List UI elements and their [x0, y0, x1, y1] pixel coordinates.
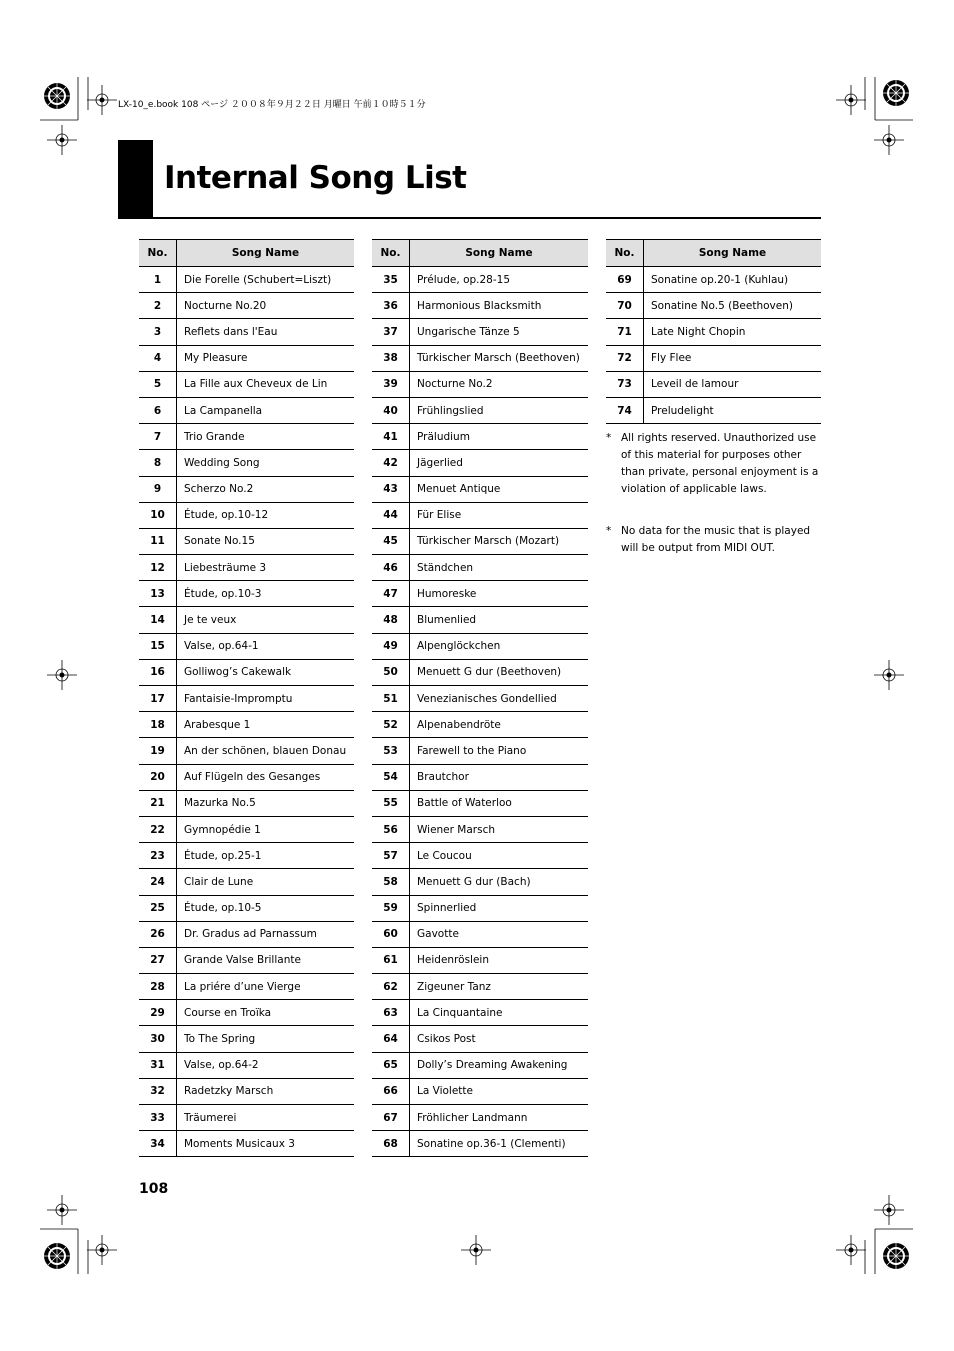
song-number: 74: [606, 397, 644, 423]
song-name: Fly Flee: [644, 345, 822, 371]
song-name: Scherzo No.2: [177, 476, 355, 502]
song-name: Radetzky Marsch: [177, 1078, 355, 1104]
song-number: 43: [372, 476, 410, 502]
song-number: 13: [139, 581, 177, 607]
song-number: 61: [372, 947, 410, 973]
song-name: Brautchor: [410, 764, 589, 790]
song-number: 19: [139, 738, 177, 764]
song-name: Csikos Post: [410, 1026, 589, 1052]
song-number: 64: [372, 1026, 410, 1052]
song-number: 7: [139, 424, 177, 450]
song-name: Alpenabendröte: [410, 712, 589, 738]
song-name: To The Spring: [177, 1026, 355, 1052]
song-name: Venezianisches Gondellied: [410, 686, 589, 712]
note-text: All rights reserved. Unauthorized use of this material for purposes other than private, personal enjoyment is a violation of applicable laws.: [621, 432, 819, 495]
song-name: Je te veux: [177, 607, 355, 633]
song-name: Étude, op.10-3: [177, 581, 355, 607]
song-number: 63: [372, 1000, 410, 1026]
song-number: 2: [139, 293, 177, 319]
note-marker: *: [606, 432, 612, 444]
song-number: 5: [139, 371, 177, 397]
song-name: My Pleasure: [177, 345, 355, 371]
song-name: Für Elise: [410, 502, 589, 528]
song-name: Clair de Lune: [177, 869, 355, 895]
song-number: 35: [372, 267, 410, 293]
song-number: 18: [139, 712, 177, 738]
song-name: Menuet Antique: [410, 476, 589, 502]
song-number: 55: [372, 790, 410, 816]
song-name: Sonatine op.20-1 (Kuhlau): [644, 267, 822, 293]
song-name: Course en Troïka: [177, 1000, 355, 1026]
song-name: Harmonious Blacksmith: [410, 293, 589, 319]
song-number: 24: [139, 869, 177, 895]
song-name: La priére d’une Vierge: [177, 974, 355, 1000]
song-number: 22: [139, 816, 177, 842]
column-header-song-name: Song Name: [177, 240, 355, 267]
song-name: Blumenlied: [410, 607, 589, 633]
column-header-no: No.: [606, 240, 644, 267]
song-name: Nocturne No.20: [177, 293, 355, 319]
song-number: 53: [372, 738, 410, 764]
song-number: 37: [372, 319, 410, 345]
song-name: Sonatine No.5 (Beethoven): [644, 293, 822, 319]
song-name: Wedding Song: [177, 450, 355, 476]
song-number: 60: [372, 921, 410, 947]
song-name: Gavotte: [410, 921, 589, 947]
song-name: Reflets dans l'Eau: [177, 319, 355, 345]
song-number: 28: [139, 974, 177, 1000]
song-number: 29: [139, 1000, 177, 1026]
song-name: Gymnopédie 1: [177, 816, 355, 842]
song-number: 33: [139, 1105, 177, 1131]
song-name: Golliwog’s Cakewalk: [177, 659, 355, 685]
song-name: Jägerlied: [410, 450, 589, 476]
song-number: 15: [139, 633, 177, 659]
song-name: Türkischer Marsch (Mozart): [410, 528, 589, 554]
song-number: 12: [139, 555, 177, 581]
song-name: Le Coucou: [410, 843, 589, 869]
song-name: Preludelight: [644, 397, 822, 423]
song-name: Sonatine op.36-1 (Clementi): [410, 1131, 589, 1157]
song-number: 38: [372, 345, 410, 371]
song-name: La Violette: [410, 1078, 589, 1104]
song-number: 50: [372, 659, 410, 685]
song-name: Mazurka No.5: [177, 790, 355, 816]
column-header-no: No.: [372, 240, 410, 267]
song-number: 58: [372, 869, 410, 895]
song-name: Alpenglöckchen: [410, 633, 589, 659]
song-name: Étude, op.25-1: [177, 843, 355, 869]
song-name: Heidenröslein: [410, 947, 589, 973]
song-name: Battle of Waterloo: [410, 790, 589, 816]
song-name: Trio Grande: [177, 424, 355, 450]
song-number: 67: [372, 1105, 410, 1131]
song-number: 51: [372, 686, 410, 712]
song-name: Late Night Chopin: [644, 319, 822, 345]
song-number: 26: [139, 921, 177, 947]
song-name: Arabesque 1: [177, 712, 355, 738]
song-number: 25: [139, 895, 177, 921]
song-name: Liebesträume 3: [177, 555, 355, 581]
song-number: 72: [606, 345, 644, 371]
song-number: 23: [139, 843, 177, 869]
song-number: 70: [606, 293, 644, 319]
page-number: 108: [139, 1181, 169, 1197]
song-name: Dolly’s Dreaming Awakening: [410, 1052, 589, 1078]
song-number: 66: [372, 1078, 410, 1104]
song-number: 20: [139, 764, 177, 790]
song-name: Träumerei: [177, 1105, 355, 1131]
song-name: La Fille aux Cheveux de Lin: [177, 371, 355, 397]
song-number: 11: [139, 528, 177, 554]
song-name: Ständchen: [410, 555, 589, 581]
song-name: Menuett G dur (Bach): [410, 869, 589, 895]
song-name: Valse, op.64-1: [177, 633, 355, 659]
song-number: 16: [139, 659, 177, 685]
song-number: 73: [606, 371, 644, 397]
song-number: 3: [139, 319, 177, 345]
song-number: 32: [139, 1078, 177, 1104]
song-number: 1: [139, 267, 177, 293]
song-number: 31: [139, 1052, 177, 1078]
song-name: Auf Flügeln des Gesanges: [177, 764, 355, 790]
song-number: 49: [372, 633, 410, 659]
song-number: 30: [139, 1026, 177, 1052]
song-name: Valse, op.64-2: [177, 1052, 355, 1078]
song-number: 17: [139, 686, 177, 712]
song-number: 69: [606, 267, 644, 293]
song-name: Dr. Gradus ad Parnassum: [177, 921, 355, 947]
song-number: 71: [606, 319, 644, 345]
song-name: Fantaisie-Impromptu: [177, 686, 355, 712]
song-number: 21: [139, 790, 177, 816]
song-number: 57: [372, 843, 410, 869]
page-title: Internal Song List: [164, 160, 467, 196]
song-number: 40: [372, 397, 410, 423]
song-name: An der schönen, blauen Donau: [177, 738, 355, 764]
song-number: 27: [139, 947, 177, 973]
song-number: 68: [372, 1131, 410, 1157]
song-number: 62: [372, 974, 410, 1000]
song-number: 65: [372, 1052, 410, 1078]
song-name: Leveil de lamour: [644, 371, 822, 397]
song-name: Moments Musicaux 3: [177, 1131, 355, 1157]
song-name: Étude, op.10-12: [177, 502, 355, 528]
song-name: Frühlingslied: [410, 397, 589, 423]
song-number: 4: [139, 345, 177, 371]
song-name: Ungarische Tänze 5: [410, 319, 589, 345]
song-name: Wiener Marsch: [410, 816, 589, 842]
song-name: Menuett G dur (Beethoven): [410, 659, 589, 685]
header-file-info: LX-10_e.book 108 ページ ２００８年９月２２日 月曜日 午前１０時５１分: [118, 100, 426, 110]
song-name: Fröhlicher Landmann: [410, 1105, 589, 1131]
song-name: Zigeuner Tanz: [410, 974, 589, 1000]
song-number: 47: [372, 581, 410, 607]
song-number: 56: [372, 816, 410, 842]
song-name: Humoreske: [410, 581, 589, 607]
song-number: 34: [139, 1131, 177, 1157]
column-header-song-name: Song Name: [644, 240, 822, 267]
column-header-song-name: Song Name: [410, 240, 589, 267]
song-name: Farewell to the Piano: [410, 738, 589, 764]
song-number: 59: [372, 895, 410, 921]
song-number: 44: [372, 502, 410, 528]
song-name: La Campanella: [177, 397, 355, 423]
song-name: Étude, op.10-5: [177, 895, 355, 921]
song-number: 39: [372, 371, 410, 397]
song-number: 6: [139, 397, 177, 423]
song-name: Türkischer Marsch (Beethoven): [410, 345, 589, 371]
song-number: 48: [372, 607, 410, 633]
song-number: 46: [372, 555, 410, 581]
song-name: Präludium: [410, 424, 589, 450]
song-number: 54: [372, 764, 410, 790]
song-name: Die Forelle (Schubert=Liszt): [177, 267, 355, 293]
song-number: 9: [139, 476, 177, 502]
song-name: Prélude, op.28-15: [410, 267, 589, 293]
song-name: Sonate No.15: [177, 528, 355, 554]
song-number: 8: [139, 450, 177, 476]
song-number: 41: [372, 424, 410, 450]
song-number: 45: [372, 528, 410, 554]
song-name: La Cinquantaine: [410, 1000, 589, 1026]
song-number: 14: [139, 607, 177, 633]
song-number: 36: [372, 293, 410, 319]
note-marker: *: [606, 525, 612, 537]
note-text: No data for the music that is played will be output from MIDI OUT.: [621, 525, 811, 554]
column-header-no: No.: [139, 240, 177, 267]
song-name: Grande Valse Brillante: [177, 947, 355, 973]
song-number: 10: [139, 502, 177, 528]
song-number: 42: [372, 450, 410, 476]
song-name: Nocturne No.2: [410, 371, 589, 397]
song-number: 52: [372, 712, 410, 738]
song-name: Spinnerlied: [410, 895, 589, 921]
